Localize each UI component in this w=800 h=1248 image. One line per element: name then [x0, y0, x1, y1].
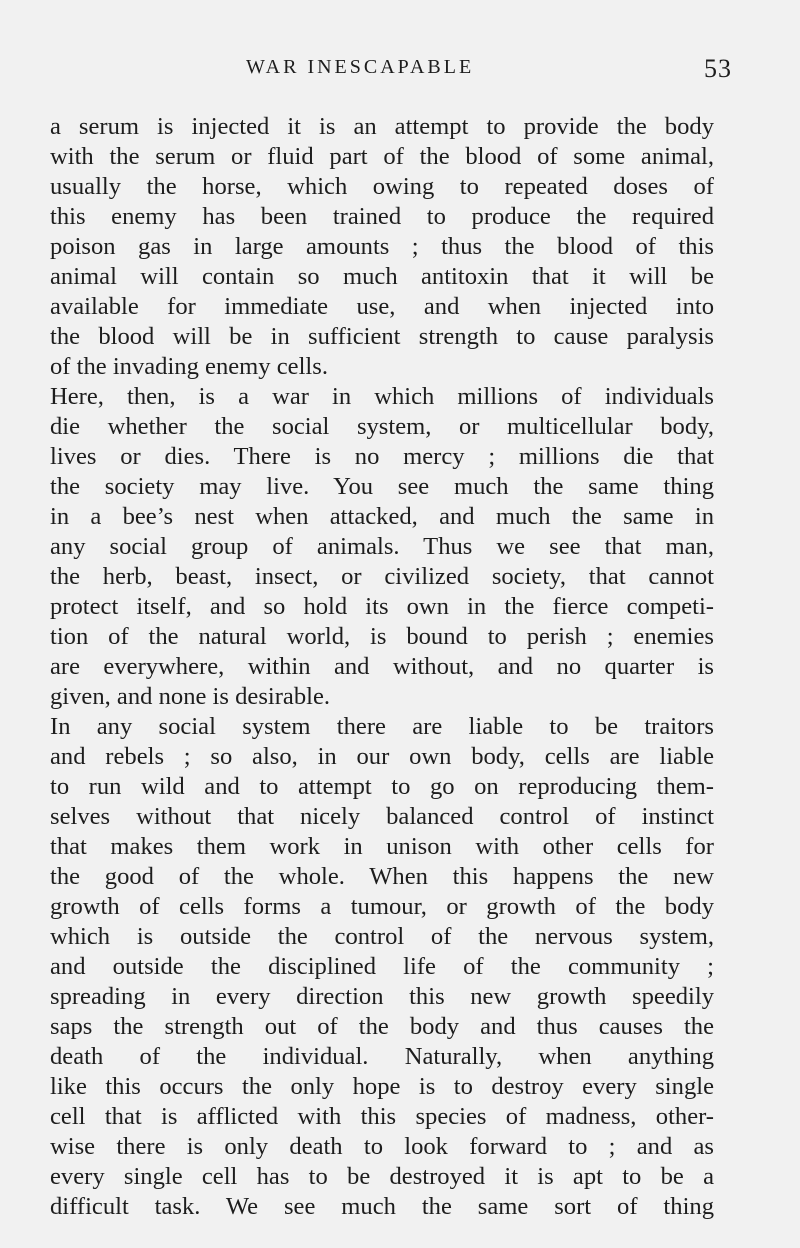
paragraph-end-line: given, and none is desirable.: [50, 683, 331, 710]
paragraph-start-line: Here, then, is a war in which millions of individuals: [50, 383, 714, 410]
text-line: spreading in every direction this new growth speedily: [50, 983, 714, 1010]
text-line: any social group of animals. Thus we see that man,: [50, 533, 714, 560]
text-line: every single cell has to be destroyed it is apt to be a: [50, 1163, 714, 1190]
text-line: protect itself, and so hold its own in the fierce competi-: [50, 593, 714, 620]
text-line: the society may live. You see much the same thing: [50, 473, 714, 500]
text-line: difficult task. We see much the same sort of thing: [50, 1193, 714, 1220]
text-line: poison gas in large amounts ; thus the blood of this: [50, 233, 714, 260]
paragraph-start-line: In any social system there are liable to be traitors: [50, 713, 714, 740]
text-line: lives or dies. There is no mercy ; millions die that: [50, 443, 714, 470]
text-line: in a bee’s nest when attacked, and much the same in: [50, 503, 714, 530]
text-line: with the serum or fluid part of the blood of some animal,: [50, 143, 714, 170]
text-line: wise there is only death to look forward to ; and as: [50, 1133, 714, 1160]
text-line: death of the individual. Naturally, when anything: [50, 1043, 714, 1070]
text-line: available for immediate use, and when injected into: [50, 293, 714, 320]
text-line: this enemy has been trained to produce the required: [50, 203, 714, 230]
text-line: a serum is injected it is an attempt to provide the body: [50, 113, 714, 140]
text-line: tion of the natural world, is bound to perish ; enemies: [50, 623, 714, 650]
text-line: and outside the disciplined life of the community ;: [50, 953, 714, 980]
paragraph-end-line: of the invading enemy cells.: [50, 353, 328, 380]
text-line: like this occurs the only hope is to destroy every single: [50, 1073, 714, 1100]
page-number: 53: [704, 54, 732, 83]
text-line: selves without that nicely balanced control of instinct: [50, 803, 714, 830]
running-header: [50, 0, 732, 112]
text-line: cell that is afflicted with this species of madness, other-: [50, 1103, 714, 1130]
text-line: that makes them work in unison with other cells for: [50, 833, 714, 860]
text-line: are everywhere, within and without, and no quarter is: [50, 653, 714, 680]
text-line: and rebels ; so also, in our own body, cells are liable: [50, 743, 714, 770]
text-line: animal will contain so much antitoxin that it will be: [50, 263, 714, 290]
text-line: growth of cells forms a tumour, or growth of the body: [50, 893, 714, 920]
text-line: the blood will be in sufficient strength to cause paralysis: [50, 323, 714, 350]
text-line: the herb, beast, insect, or civilized society, that cannot: [50, 563, 714, 590]
text-line: which is outside the control of the nervous system,: [50, 923, 714, 950]
text-line: to run wild and to attempt to go on reproducing them-: [50, 773, 714, 800]
text-line: die whether the social system, or multicellular body,: [50, 413, 714, 440]
running-title: WAR INESCAPABLE: [246, 56, 475, 78]
body-text: [50, 112, 714, 1222]
text-line: saps the strength out of the body and thus causes the: [50, 1013, 714, 1040]
text-line: the good of the whole. When this happens the new: [50, 863, 714, 890]
text-line: usually the horse, which owing to repeated doses of: [50, 173, 714, 200]
